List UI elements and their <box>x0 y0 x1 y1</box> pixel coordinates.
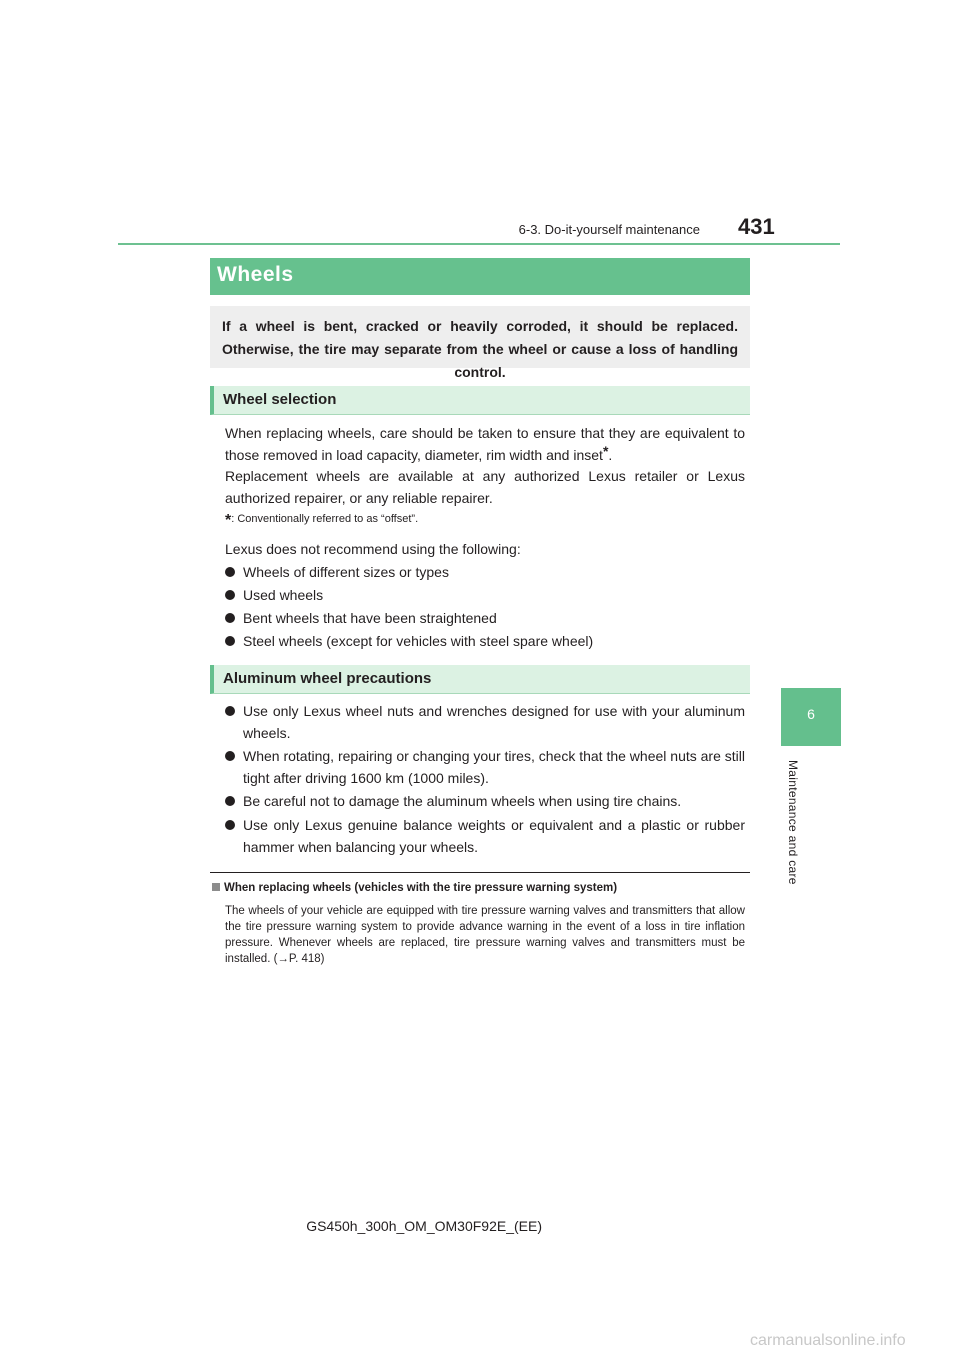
document-code-footer: GS450h_300h_OM_OM30F92E_(EE) <box>306 1218 542 1234</box>
square-bullet-icon <box>212 883 220 891</box>
list-item: Wheels of different sizes or types <box>225 561 745 583</box>
list-item: Use only Lexus genuine balance weights or equivalent and a plastic or rubber hammer when balancing your wheels. <box>225 814 745 858</box>
paragraph-1-end: . <box>608 447 613 463</box>
bullet-icon <box>225 567 235 577</box>
list-item: Use only Lexus wheel nuts and wrenches designed for use with your aluminum wheels. <box>225 700 745 744</box>
chapter-label: Maintenance and care <box>786 760 800 885</box>
note-heading-text: When replacing wheels (vehicles with the tire pressure warning system) <box>224 882 618 894</box>
footnote-reference-mark: * <box>602 443 609 459</box>
list-item: Steel wheels (except for vehicles with steel spare wheel) <box>225 630 745 652</box>
bullet-icon <box>225 796 235 806</box>
bullet-icon <box>225 820 235 830</box>
section-heading-aluminum-wheel-precautions: Aluminum wheel precautions <box>210 665 750 694</box>
chapter-number: 6 <box>807 706 815 722</box>
list-item: When rotating, repairing or changing your tires, check that the wheel nuts are still tight after driving 1600 km (1000 miles). <box>225 745 745 789</box>
paragraph-1-text: When replacing wheels, care should be taken to ensure that they are equivalent to those removed in load capacity, diameter, rim width and inset <box>225 425 745 463</box>
not-recommended-lead: Lexus does not recommend using the following: <box>225 541 521 557</box>
bullet-icon <box>225 636 235 646</box>
note-divider <box>210 872 750 873</box>
bullet-icon <box>225 590 235 600</box>
wheel-selection-paragraph-1 <box>225 422 745 466</box>
bullet-icon <box>225 613 235 623</box>
wheel-selection-paragraph-2: Replacement wheels are available at any authorized Lexus retailer or Lexus authorized repairer, or any reliable repairer. <box>225 468 745 506</box>
note-heading <box>212 882 617 894</box>
intro-warning: If a wheel is bent, cracked or heavily corroded, it should be replaced. Otherwise, the tire may separate from the wheel or cause a loss of handling control. <box>210 306 750 368</box>
bullet-icon <box>225 706 235 716</box>
page-title: Wheels <box>210 258 750 295</box>
chapter-tab[interactable] <box>781 688 841 746</box>
running-header-section: 6-3. Do-it-yourself maintenance <box>518 222 700 237</box>
list-item: Be careful not to damage the aluminum wheels when using tire chains. <box>225 790 745 812</box>
note-body: The wheels of your vehicle are equipped with tire pressure warning valves and transmitters that allow the tire pressure warning system to provide advance warning in the event of a loss in tire inflation pressure. Whenever wheels are replaced, tire pressure warning valves and transmitters must be installed. (→P. 418) <box>225 905 745 965</box>
footnote-text: : Conventionally referred to as “offset”. <box>231 513 419 525</box>
bullet-icon <box>225 751 235 761</box>
page-number: 431 <box>738 214 775 239</box>
section-heading-wheel-selection: Wheel selection <box>210 386 750 415</box>
watermark: carmanualsonline.info <box>750 1332 906 1349</box>
list-item: Used wheels <box>225 584 745 606</box>
list-item: Bent wheels that have been straightened <box>225 607 745 629</box>
chapter-side-label <box>780 760 810 910</box>
footnote <box>225 512 418 530</box>
footnote-mark: * <box>225 512 232 529</box>
header-rule <box>118 243 840 245</box>
